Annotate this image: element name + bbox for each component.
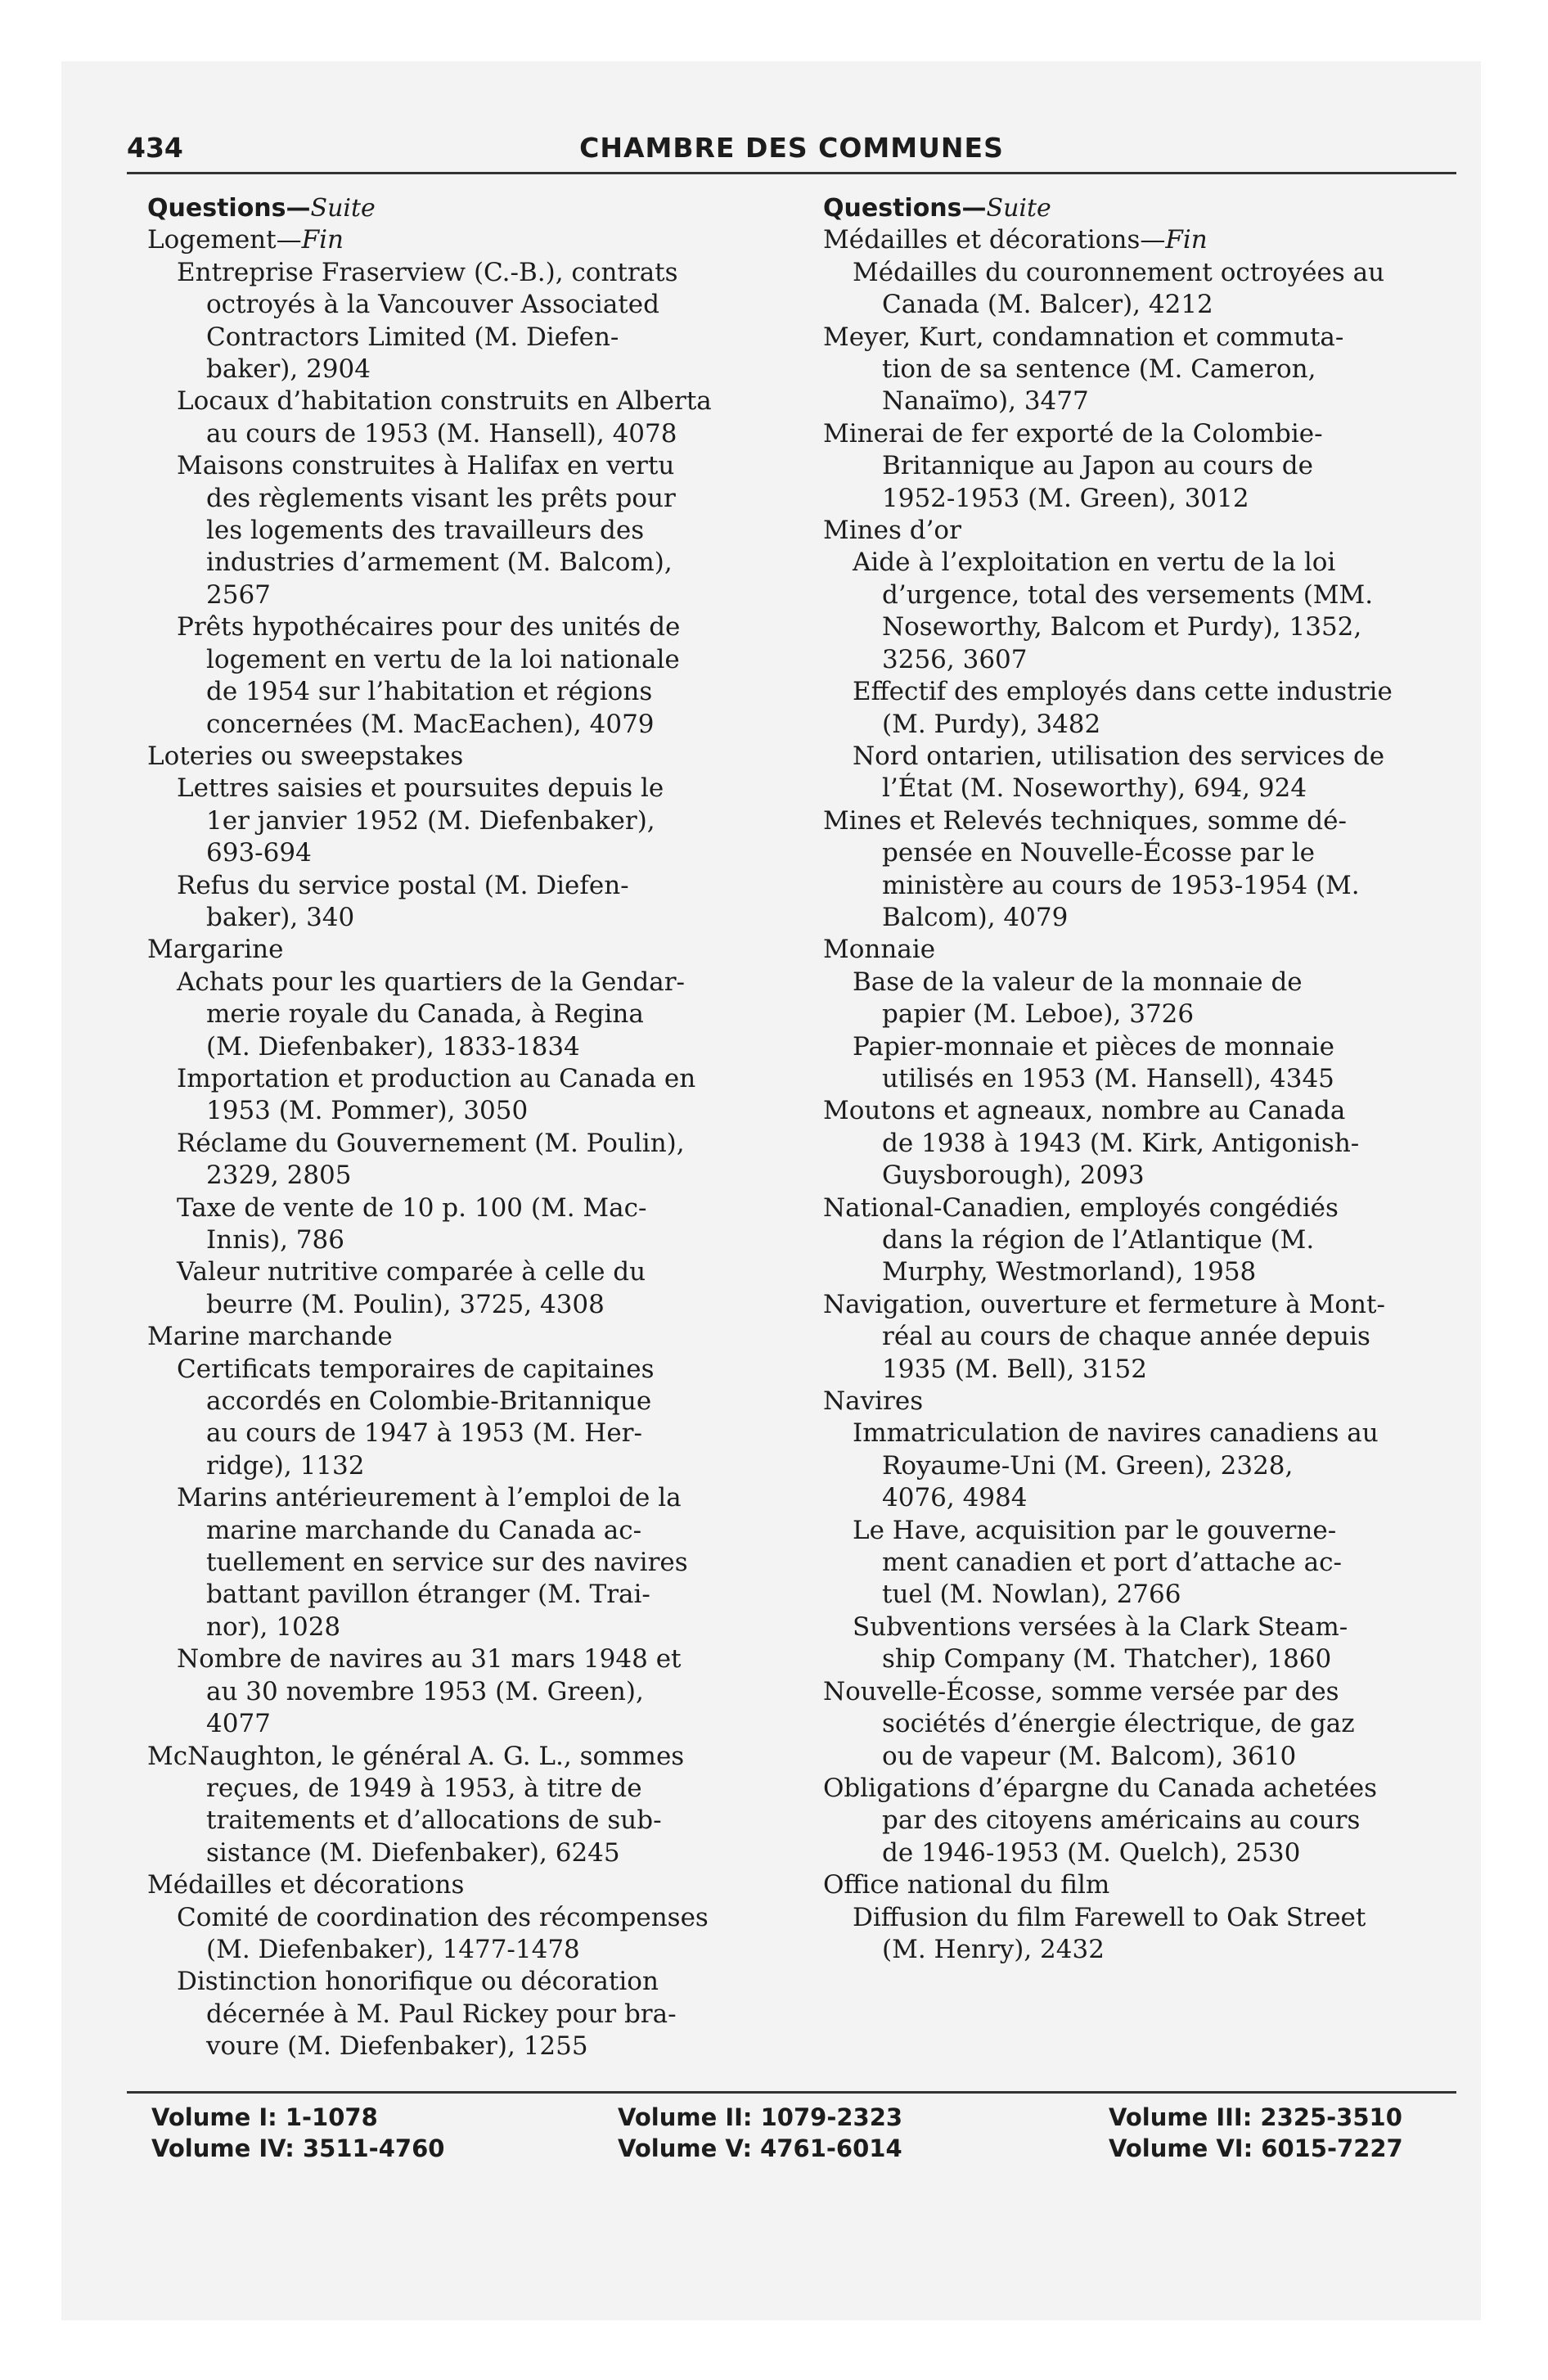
index-line: octroyés à la Vancouver Associated	[206, 290, 659, 320]
index-line: Murphy, Westmorland), 1958	[882, 1257, 1257, 1287]
index-line: Entreprise Fraserview (C.-B.), contrats	[177, 257, 678, 287]
index-line: au cours de 1953 (M. Hansell), 4078	[206, 418, 677, 449]
index-line: 1952-1953 (M. Green), 3012	[882, 483, 1249, 513]
index-line: 1935 (M. Bell), 3152	[882, 1354, 1147, 1384]
index-line: tuellement en service sur des navires	[206, 1548, 688, 1578]
index-line: de 1946-1953 (M. Quelch), 2530	[882, 1837, 1301, 1868]
index-line: Meyer, Kurt, condamnation et commuta-	[823, 322, 1344, 352]
index-line: décernée à M. Paul Rickey pour bra-	[206, 1999, 677, 2029]
index-line: 2567	[206, 579, 271, 610]
column-heading: Questions—Suite	[147, 194, 376, 223]
index-line: Nanaïmo), 3477	[882, 386, 1089, 417]
index-line: Canada (M. Balcer), 4212	[882, 290, 1213, 320]
index-line: Mines d’or	[823, 516, 961, 546]
index-line: Noseworthy, Balcom et Purdy), 1352,	[882, 612, 1362, 642]
index-line: Mines et Relevés techniques, somme dé-	[823, 805, 1347, 836]
index-line: Loteries ou sweepstakes	[147, 741, 464, 771]
index-line: les logements des travailleurs des	[206, 516, 645, 546]
index-line: beurre (M. Poulin), 3725, 4308	[206, 1289, 605, 1319]
index-line: marine marchande du Canada ac-	[206, 1515, 642, 1545]
volume-range: Volume I: 1-1078	[151, 2103, 378, 2131]
index-line: Minerai de fer exporté de la Colombie-	[823, 418, 1323, 449]
index-line: Royaume-Uni (M. Green), 2328,	[882, 1450, 1294, 1481]
index-line: Valeur nutritive comparée à celle du	[177, 1257, 646, 1287]
index-line: Certificats temporaires de capitaines	[177, 1354, 655, 1384]
column-heading: Questions—Suite	[823, 194, 1051, 223]
index-line: accordés en Colombie-Britannique	[206, 1386, 652, 1417]
index-line: National-Canadien, employés congédiés	[823, 1192, 1339, 1223]
index-line: Navigation, ouverture et fermeture à Mont-	[823, 1289, 1385, 1319]
index-line: ship Company (M. Thatcher), 1860	[882, 1644, 1332, 1675]
index-line: Lettres saisies et poursuites depuis le	[177, 773, 664, 804]
index-line: traitements et d’allocations de sub-	[206, 1805, 662, 1836]
index-line: par des citoyens américains au cours	[882, 1805, 1361, 1836]
index-line: pensée en Nouvelle-Écosse par le	[882, 838, 1315, 868]
index-line: (M. Diefenbaker), 1477-1478	[206, 1934, 580, 1964]
index-line: baker), 2904	[206, 354, 371, 385]
index-line: Logement—Fin	[147, 225, 344, 255]
volume-range: Volume VI: 6015-7227	[1109, 2134, 1403, 2162]
volume-range: Volume IV: 3511-4760	[151, 2134, 445, 2162]
index-line: 693-694	[206, 838, 312, 868]
index-line: 2329, 2805	[206, 1161, 352, 1191]
index-line: battant pavillon étranger (M. Trai-	[206, 1580, 650, 1610]
index-line: Le Have, acquisition par le gouverne-	[853, 1515, 1337, 1545]
index-line: au cours de 1947 à 1953 (M. Her-	[206, 1418, 642, 1449]
index-line: réal au cours de chaque année depuis	[882, 1322, 1370, 1352]
index-line: Taxe de vente de 10 p. 100 (M. Mac-	[177, 1192, 647, 1223]
index-line: Effectif des employés dans cette industrie	[853, 677, 1393, 707]
index-line: Refus du service postal (M. Diefen-	[177, 870, 629, 900]
index-line: ridge), 1132	[206, 1450, 365, 1481]
index-line: Marine marchande	[147, 1322, 393, 1352]
index-line: industries d’armement (M. Balcom),	[206, 548, 673, 578]
index-line: (M. Diefenbaker), 1833-1834	[206, 1031, 580, 1062]
index-line: Margarine	[147, 935, 284, 965]
index-line: Innis), 786	[206, 1225, 344, 1255]
index-line: Nouvelle-Écosse, somme versée par des	[823, 1676, 1339, 1706]
index-line: 4076, 4984	[882, 1483, 1028, 1513]
running-title: CHAMBRE DES COMMUNES	[579, 132, 1004, 164]
index-line: sistance (M. Diefenbaker), 6245	[206, 1837, 620, 1868]
index-line: Diffusion du film Farewell to Oak Street	[853, 1902, 1366, 1932]
index-line: concernées (M. MacEachen), 4079	[206, 709, 655, 739]
index-line: Importation et production au Canada en	[177, 1063, 696, 1093]
index-line: au 30 novembre 1953 (M. Green),	[206, 1676, 644, 1706]
page-number: 434	[127, 132, 183, 164]
index-line: Balcom), 4079	[882, 902, 1069, 932]
index-line: tion de sa sentence (M. Cameron,	[882, 354, 1316, 385]
index-line: voure (M. Diefenbaker), 1255	[206, 2031, 588, 2062]
index-line: papier (M. Leboe), 3726	[882, 999, 1195, 1030]
index-line: Contractors Limited (M. Diefen-	[206, 322, 619, 352]
index-line: Marins antérieurement à l’emploi de la	[177, 1483, 682, 1513]
index-line: Moutons et agneaux, nombre au Canada	[823, 1096, 1346, 1126]
index-line: ministère au cours de 1953-1954 (M.	[882, 870, 1360, 900]
index-line: d’urgence, total des versements (MM.	[882, 579, 1374, 610]
index-line: baker), 340	[206, 902, 355, 932]
volume-footer	[127, 2091, 1456, 2184]
index-line: Achats pour les quartiers de la Gendar-	[177, 967, 685, 997]
index-line: Locaux d’habitation construits en Alberta	[177, 386, 712, 417]
left-column	[147, 192, 785, 2063]
index-line: Aide à l’exploitation en vertu de la loi	[853, 548, 1336, 578]
index-line: Monnaie	[823, 935, 936, 965]
index-line: Papier-monnaie et pièces de monnaie	[853, 1031, 1334, 1062]
volume-range: Volume III: 2325-3510	[1109, 2103, 1402, 2131]
index-line: Guysborough), 2093	[882, 1161, 1145, 1191]
index-line: Médailles du couronnement octroyées au	[853, 257, 1385, 287]
page-header	[127, 127, 1456, 174]
index-line: Prêts hypothécaires pour des unités de	[177, 612, 681, 642]
index-line: Comité de coordination des récompenses	[177, 1902, 709, 1932]
right-column	[823, 192, 1461, 1966]
index-line: 3256, 3607	[882, 644, 1028, 674]
volume-range: Volume V: 4761-6014	[618, 2134, 902, 2162]
index-line: McNaughton, le général A. G. L., sommes	[147, 1741, 685, 1771]
index-line: de 1954 sur l’habitation et régions	[206, 677, 653, 707]
index-line: Nombre de navires au 31 mars 1948 et	[177, 1644, 682, 1675]
volume-range: Volume II: 1079-2323	[618, 2103, 903, 2131]
index-line: 4077	[206, 1709, 271, 1739]
index-line: 1er janvier 1952 (M. Diefenbaker),	[206, 805, 655, 836]
index-line: l’État (M. Noseworthy), 694, 924	[882, 773, 1307, 804]
index-line: Obligations d’épargne du Canada achetées	[823, 1773, 1378, 1803]
index-line: tuel (M. Nowlan), 2766	[882, 1580, 1181, 1610]
index-line: Distinction honorifique ou décoration	[177, 1967, 659, 1997]
index-line: Navires	[823, 1386, 924, 1417]
index-line: Office national du film	[823, 1870, 1110, 1900]
index-line: 1953 (M. Pommer), 3050	[206, 1096, 529, 1126]
index-line: de 1938 à 1943 (M. Kirk, Antigonish-	[882, 1128, 1360, 1158]
index-line: ment canadien et port d’attache ac-	[882, 1548, 1342, 1578]
index-line: Subventions versées à la Clark Steam-	[853, 1611, 1348, 1642]
index-line: reçues, de 1949 à 1953, à titre de	[206, 1773, 642, 1803]
index-line: nor), 1028	[206, 1611, 341, 1642]
index-line: Britannique au Japon au cours de	[882, 451, 1313, 481]
index-line: utilisés en 1953 (M. Hansell), 4345	[882, 1063, 1334, 1093]
index-line: (M. Purdy), 3482	[882, 709, 1101, 739]
index-line: des règlements visant les prêts pour	[206, 483, 676, 513]
index-line: Base de la valeur de la monnaie de	[853, 967, 1303, 997]
index-line: dans la région de l’Atlantique (M.	[882, 1225, 1315, 1255]
index-line: Maisons construites à Halifax en vertu	[177, 451, 675, 481]
index-line: ou de vapeur (M. Balcom), 3610	[882, 1741, 1297, 1771]
index-line: (M. Henry), 2432	[882, 1934, 1105, 1964]
index-line: Médailles et décorations—Fin	[823, 225, 1208, 255]
index-line: merie royale du Canada, à Regina	[206, 999, 644, 1030]
index-line: sociétés d’énergie électrique, de gaz	[882, 1709, 1355, 1739]
index-line: Réclame du Gouvernement (M. Poulin),	[177, 1128, 685, 1158]
index-line: Nord ontarien, utilisation des services de	[853, 741, 1385, 771]
index-line: Immatriculation de navires canadiens au	[853, 1418, 1379, 1449]
index-line: logement en vertu de la loi nationale	[206, 644, 680, 674]
index-line: Médailles et décorations	[147, 1870, 465, 1900]
